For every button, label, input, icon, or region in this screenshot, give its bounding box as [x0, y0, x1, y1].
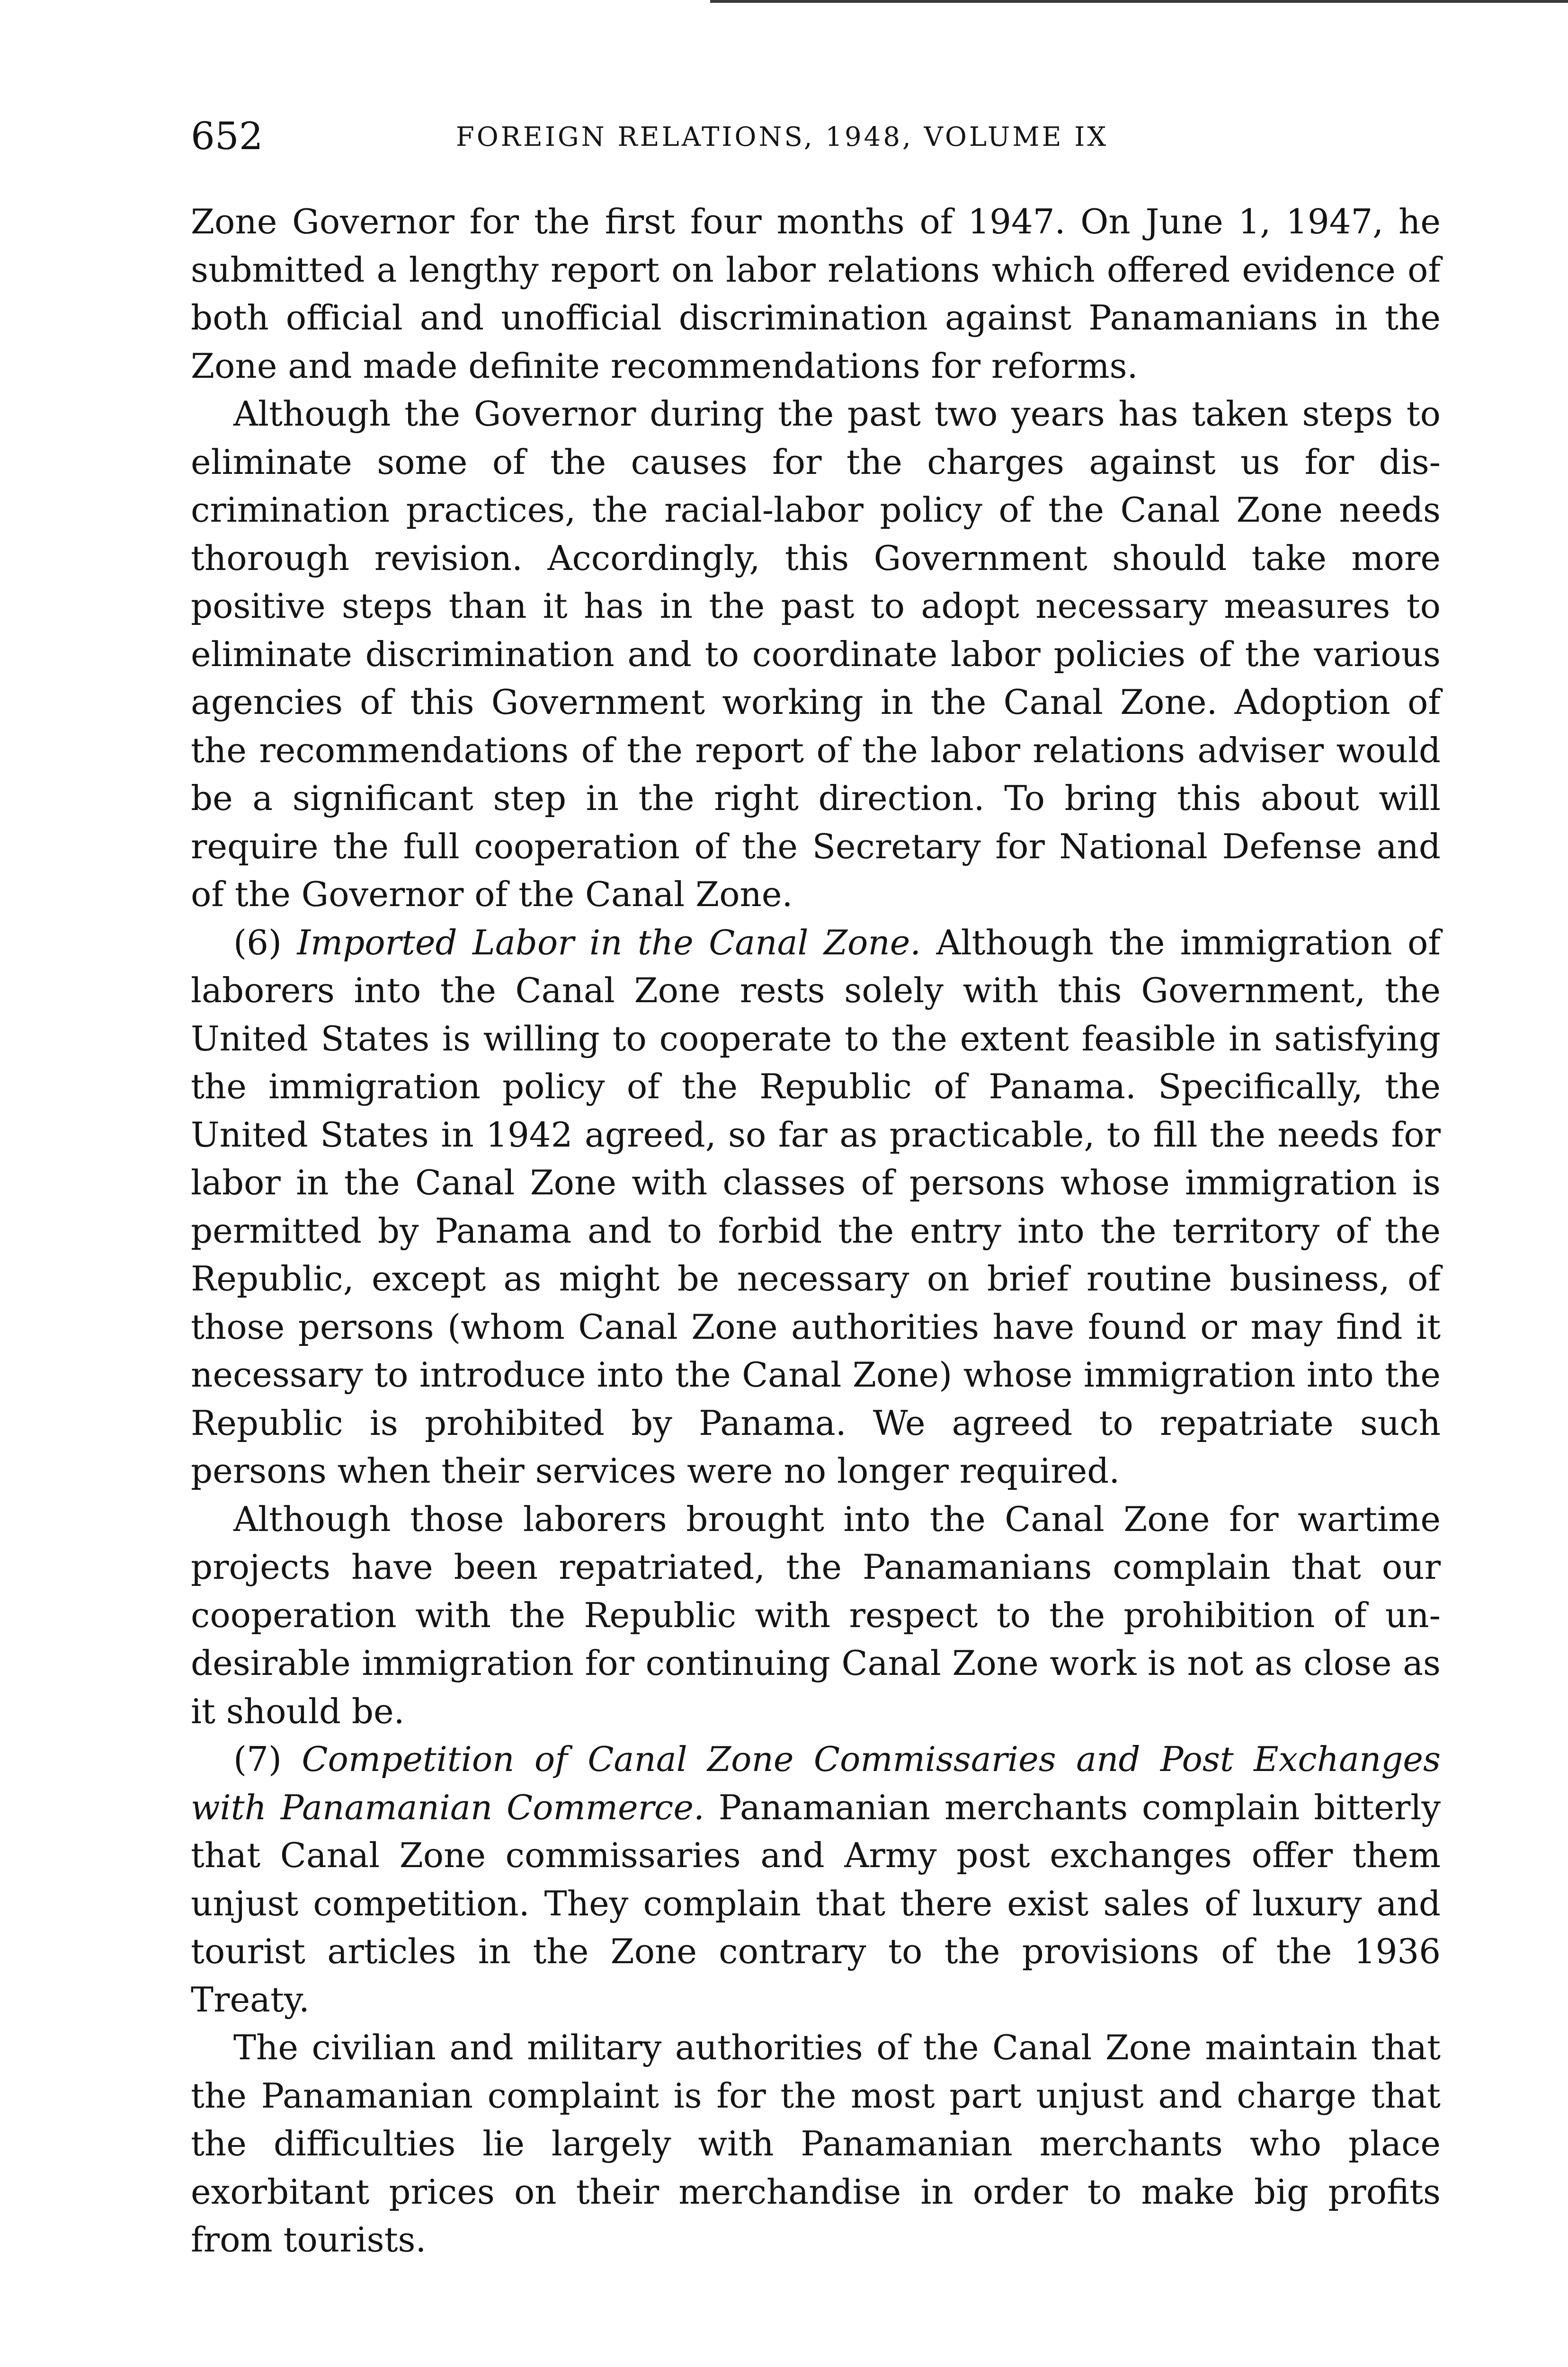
- section-heading: Competition of Canal Zone Commissaries and Post Exchanges with Panamanian Commerce.: [191, 1739, 1441, 1827]
- body-text: [191, 198, 1441, 2264]
- paragraph-repatriation: [191, 1495, 1441, 1736]
- running-title: FOREIGN RELATIONS, 1948, VOLUME IX: [456, 122, 1109, 152]
- paragraph-imported-labor: [191, 919, 1441, 1495]
- page-number: 652: [191, 114, 263, 158]
- paragraph-text: The civilian and military authorities of the Canal Zone maintain that the Panamanian complaint is for the most part unjust and charge that the difficulties lie largely with Panamanian merchants who place exorbitant prices on their merchandise in order to make big profits from tourists.: [191, 2028, 1441, 2260]
- paragraph-continuation: [191, 198, 1441, 390]
- paragraph-labor-policy: [191, 390, 1441, 919]
- paragraph-text: Zone Governor for the first four months of 1947. On June 1, 1947, he submitted a lengthy report on labor relations which offered evidence of both official and unofficial discrimination against Panamanians in the Zone and made definite recommendations for reforms.: [191, 202, 1441, 386]
- top-edge-rule: [710, 0, 1568, 3]
- page-header: [191, 108, 1441, 165]
- paragraph-text: Panamanian merchants complain bitterly that Canal Zone commissaries and Army post exchanges offer them unjust competition. They complain that there exist sales of luxury and tourist articles in the Zone contrary to the provisions of the 1936 Treaty.: [191, 1787, 1441, 2020]
- paragraph-authorities-response: [191, 2024, 1441, 2264]
- section-number: (7): [233, 1739, 302, 1779]
- paragraph-commissaries: [191, 1735, 1441, 2024]
- paragraph-text: Although those laborers brought into the Canal Zone for wartime projects have been repatriated, the Panamanians complain that our cooperation with the Republic with respect to the prohibition of undesirable immigration for continuing Canal Zone work is not as close as it should be.: [191, 1499, 1441, 1731]
- section-number: (6): [233, 922, 297, 962]
- paragraph-text: Although the immigration of laborers into the Canal Zone rests solely with this Government, the United States is willing to cooperate to the extent feasible in satisfying the immigration policy of the Republic of Panama. Specifically, the United States in 1942 agreed, so far as practicable, to fill the needs for labor in the Canal Zone with classes of persons whose immigration is permitted by Panama and to forbid the entry into the territory of the Republic, except as might be necessary on brief routine business, of those persons (whom Canal Zone authorities have found or may find it necessary to introduce into the Canal Zone) whose immigration into the Republic is prohibited by Panama. We agreed to repatriate such persons when their services were no longer required.: [191, 922, 1441, 1491]
- paragraph-text: Although the Governor during the past two years has taken steps to eliminate some of the causes for the charges against us for discrimination practices, the racial-labor policy of the Canal Zone needs thorough revision. Accordingly, this Government should take more positive steps than it has in the past to adopt necessary measures to eliminate discrimination and to coordinate labor policies of the various agencies of this Government working in the Canal Zone. Adoption of the recommendations of the report of the labor relations adviser would be a significant step in the right direction. To bring this about will require the full cooperation of the Secretary for National Defense and of the Governor of the Canal Zone.: [191, 394, 1441, 914]
- section-heading: Imported Labor in the Canal Zone.: [297, 922, 936, 962]
